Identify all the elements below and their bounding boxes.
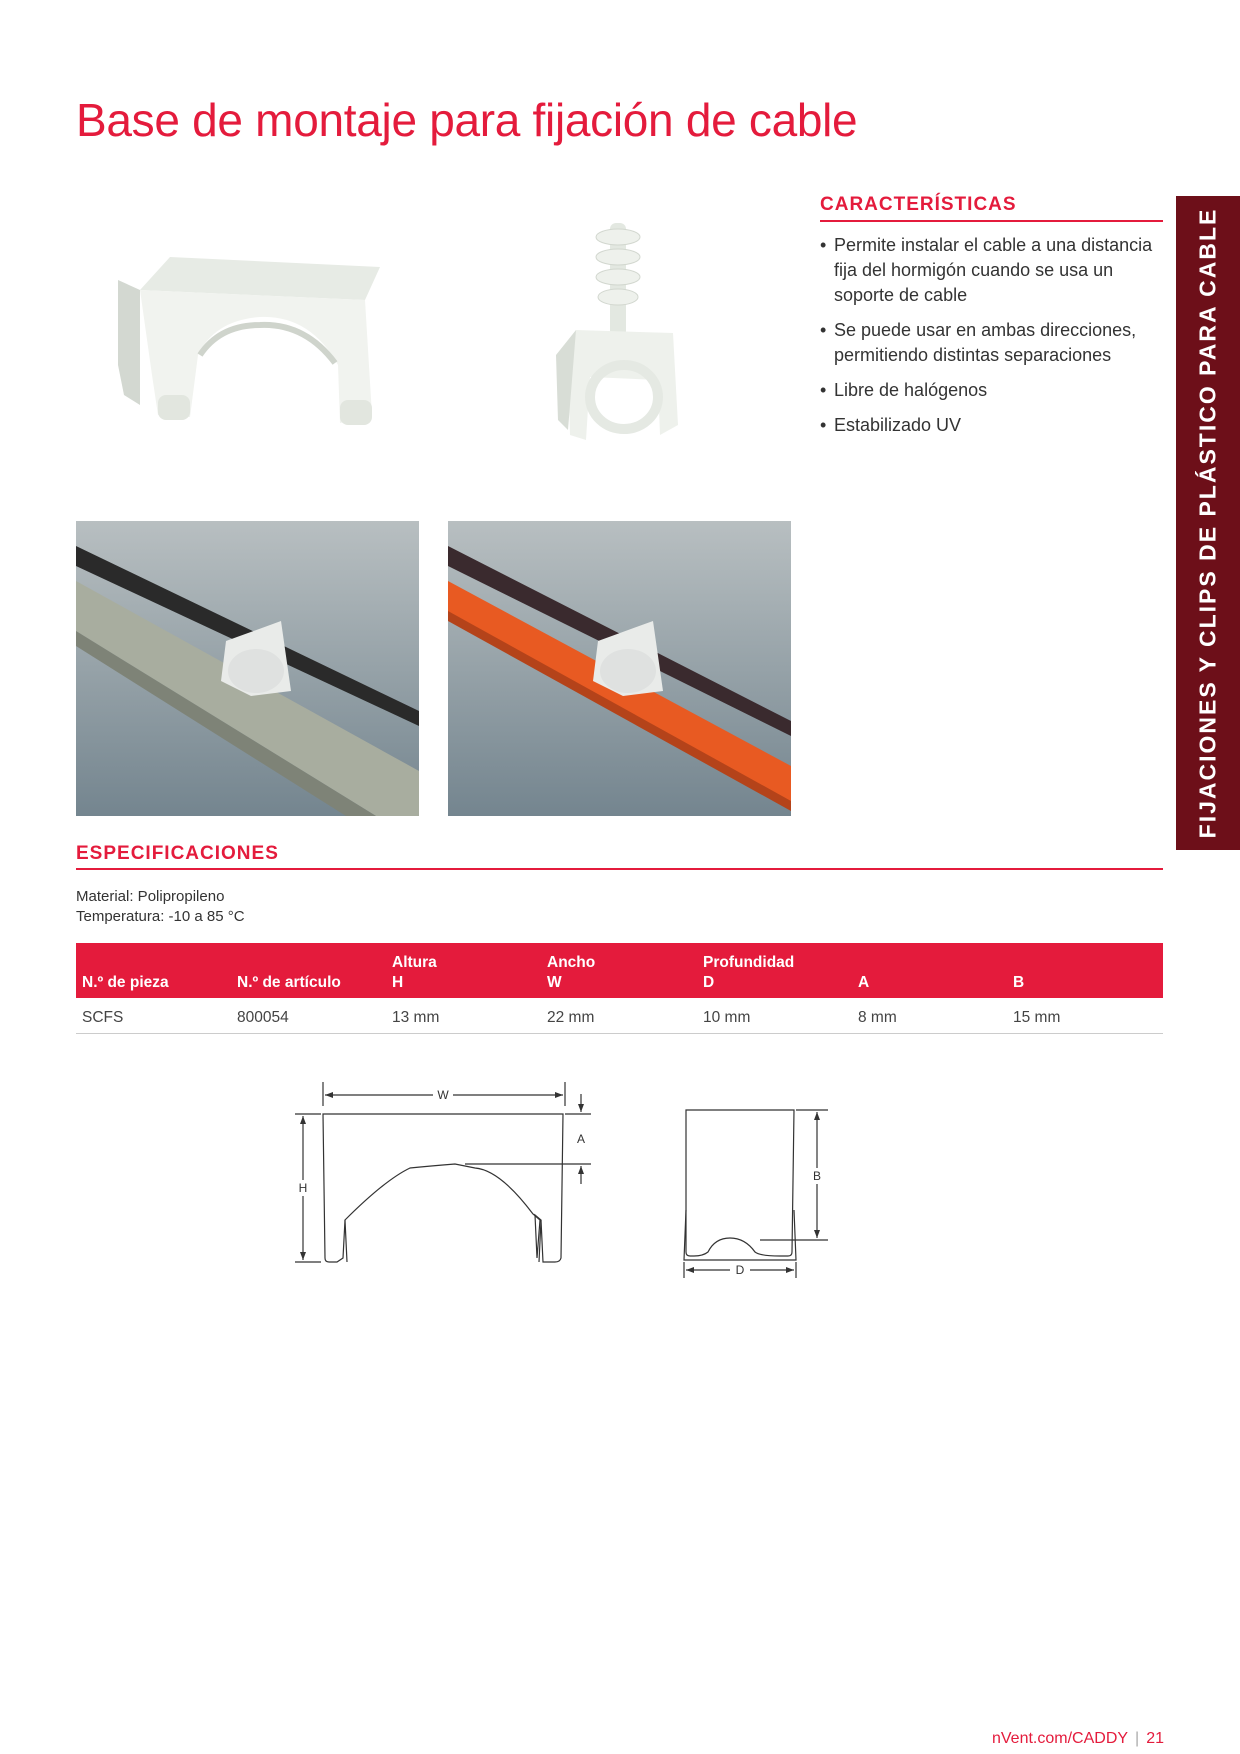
spec-table <box>76 943 1163 1034</box>
product-photo-clip-with-anchor <box>548 215 688 450</box>
dimension-label-b: B <box>813 1169 822 1183</box>
dimension-label-a: A <box>576 1132 586 1146</box>
dimension-label-h: H <box>298 1181 308 1195</box>
specs-heading: ESPECIFICACIONES <box>76 843 279 864</box>
cell-b: 15 mm <box>1007 998 1163 1034</box>
technical-drawing-side-view <box>670 1100 830 1290</box>
product-photo-mounting-base <box>110 245 380 445</box>
specs-divider <box>76 868 1163 870</box>
page-number: 21 <box>1146 1730 1164 1747</box>
specs-properties <box>76 887 245 927</box>
table-header-row <box>76 943 1163 998</box>
installation-photo-orange-cable <box>448 521 791 816</box>
side-tab-label: FIJACIONES Y CLIPS DE PLÁSTICO PARA CABLE <box>1194 207 1221 839</box>
column-header-height: Altura H <box>392 954 437 991</box>
feature-item: • Permite instalar el cable a una distancia fija del hormigón cuando se usa un soporte de cable <box>820 233 1170 308</box>
cell-article-number: 800054 <box>231 998 386 1034</box>
column-header-part-number: N.º de pieza <box>82 974 169 991</box>
technical-drawing-front-view <box>285 1080 605 1280</box>
cell-depth: 10 mm <box>697 998 852 1034</box>
temperature-text: Temperatura: -10 a 85 °C <box>76 908 245 925</box>
feature-item: • Se puede usar en ambas direcciones, permitiendo distintas separaciones <box>820 318 1170 368</box>
column-header-b: B <box>1013 974 1025 991</box>
page-footer <box>992 1730 1164 1748</box>
feature-item: • Libre de halógenos <box>820 378 1170 403</box>
footer-website-link[interactable]: nVent.com/CADDY <box>991 1730 1129 1747</box>
features-divider <box>820 220 1163 222</box>
feature-item: • Estabilizado UV <box>820 413 1170 438</box>
dimension-label-d: D <box>735 1263 745 1277</box>
cell-height: 13 mm <box>386 998 541 1034</box>
table-row <box>76 998 1163 1034</box>
column-header-article-number: N.º de artículo <box>237 974 341 991</box>
cell-width: 22 mm <box>541 998 697 1034</box>
column-header-a: A <box>858 974 870 991</box>
installation-photo-grey-cable <box>76 521 419 816</box>
section-side-tab <box>1176 196 1240 850</box>
features-heading: CARACTERÍSTICAS <box>820 194 1017 215</box>
cell-a: 8 mm <box>852 998 1007 1034</box>
cell-part-number: SCFS <box>76 998 231 1034</box>
material-text: Material: Polipropileno <box>76 888 225 905</box>
column-header-depth: Profundidad D <box>703 954 795 991</box>
column-header-width: Ancho W <box>547 954 596 991</box>
page-title: Base de montaje para fijación de cable <box>76 93 858 146</box>
features-list <box>820 233 1170 448</box>
footer-separator: | <box>1135 1730 1140 1747</box>
dimension-label-w: W <box>437 1088 449 1102</box>
